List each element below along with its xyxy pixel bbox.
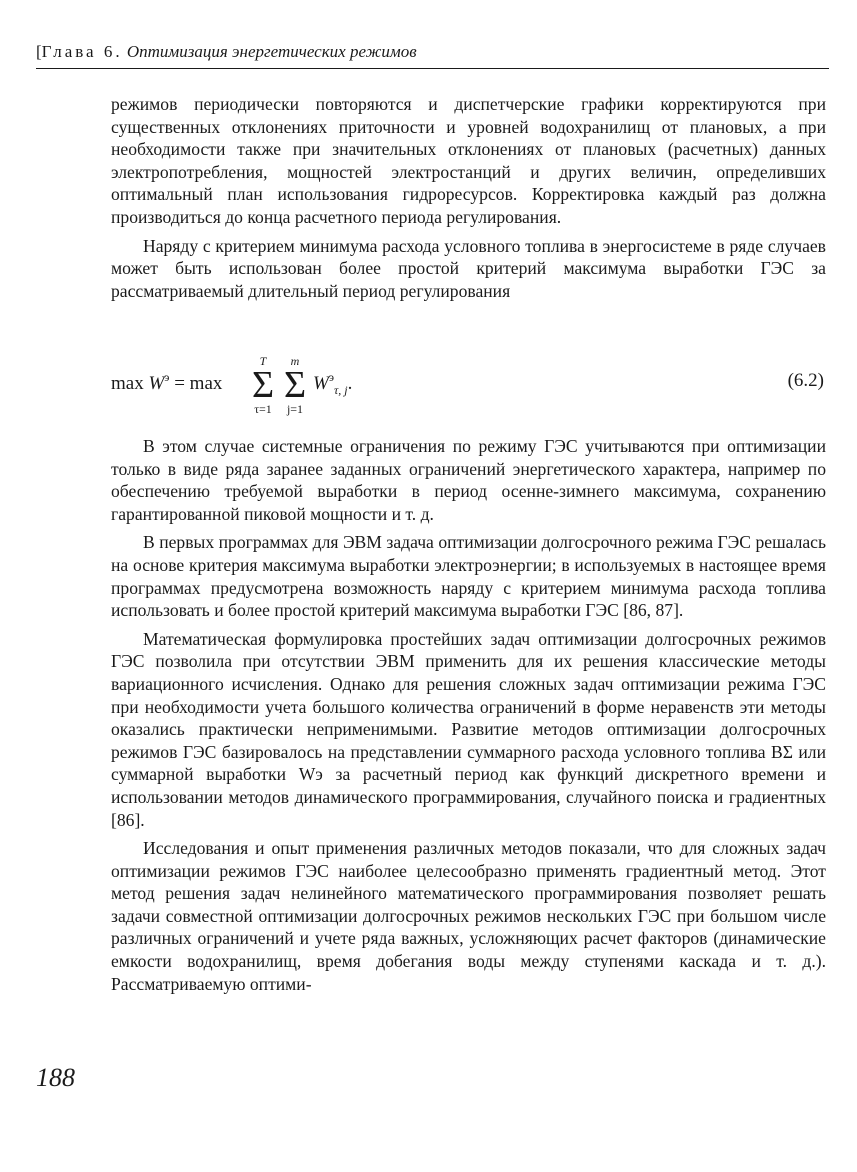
sum-over-j [280,354,310,416]
equation-number: (6.2) [787,370,824,391]
formula-max-lhs: max [111,373,144,394]
chapter-title: Оптимизация энергетических режимов [126,42,417,61]
formula-equals: = [174,373,185,394]
header-bracket: [ [36,42,42,61]
formula-6-2 [111,340,826,420]
formula-W-sup: э [164,370,170,384]
paragraph: В этом случае системные ограничения по режиму ГЭС учитываются при оптимизации только в виде ряда заранее заданных ограничений энергетического характера, например по обеспечению требуемой выработки в период осенне-зимнего максимума, сохранению гарантированной пиковой мощности и т. д. [111,436,826,524]
formula-term-W: W [313,373,329,394]
formula-period: . [347,373,353,394]
paragraph: Математическая формулировка простейших задач оптимизации долгосрочных режимов ГЭС позволила при отсутствии ЭВМ применить для их решения классические методы вариационного исчисления. Однако для решения сложных задач оптимизации режима ГЭС при необходимости учета большого количества ограничений в форме неравенств эти методы оказались практически неприменимыми. Развитие методов оптимизации долгосрочных режимов ГЭС базировалось на представлении суммарного расхода условного топлива BΣ или суммарной выработки Wэ за расчетный период как функций дискретного времени и использовании методов динамического программирования, случайного поиска и градиентных [86]. [111,628,826,830]
sum-over-tau [248,354,278,416]
paragraph: Наряду с критерием минимума расхода условного топлива в энергосистеме в ряде случаев может быть использован более простой критерий максимума выработки ГЭС за рассматриваемый длительный период регулирования [111,235,826,301]
formula-W: W [148,373,165,394]
formula-lhs [111,370,222,395]
chapter-label: Глава 6. [41,42,123,61]
page-number: 188 [36,1063,75,1092]
formula-term-sup: э [328,370,334,384]
paragraph-continuation: режимов периодически повторяются и диспетчерские графики корректируются при существенных отклонениях приточности и уровней водохранилищ от плановых, а при необходимости также при значительных отклонениях от плановых (расчетных) данных электропотребления, мощностей электростанций и других величин, определивших оптимальный план использования гидроресурсов. Корректировка каждый раз должна производиться до конца расчетного периода регулирования. [111,94,826,227]
text-block-top [111,93,826,302]
sum-tau-lower: τ=1 [254,402,272,416]
sum-j-upper: m [290,354,300,368]
header-rule [36,68,829,69]
formula-term-sub: τ, j [333,383,348,397]
text-block-bottom [111,435,826,995]
formula-term [313,370,352,398]
sum-tau-upper: T [259,354,267,368]
sigma-symbol: Σ [283,364,307,406]
sum-j-lower: j=1 [286,402,304,416]
sigma-symbol: Σ [251,364,275,406]
formula-max-rhs: max [189,373,223,394]
paragraph: Исследования и опыт применения различных методов показали, что для сложных задач оптимизации режимов ГЭС наиболее целесообразно применять градиентный метод. Этот метод решения задач нелинейного математического программирования позволяет решать задачи совместной оптимизации долгосрочных режимов нескольких ГЭС при большом числе различных ограничений и учете ряда важных, усложняющих расчет факторов (динамические емкости водохранилищ, время добегания воды между ступенями каскада и т. д.). Рассматриваемую оптими- [111,838,826,994]
running-header [36,40,829,64]
paragraph: В первых программах для ЭВМ задача оптимизации долгосрочного режима ГЭС решалась на основе критерия максимума выработки электроэнергии; в используемых в настоящее время программах предусмотрена возможность наряду с критерием минимума расхода топлива использовать и более простой критерий максимума выработки ГЭС [86, 87]. [111,532,826,621]
